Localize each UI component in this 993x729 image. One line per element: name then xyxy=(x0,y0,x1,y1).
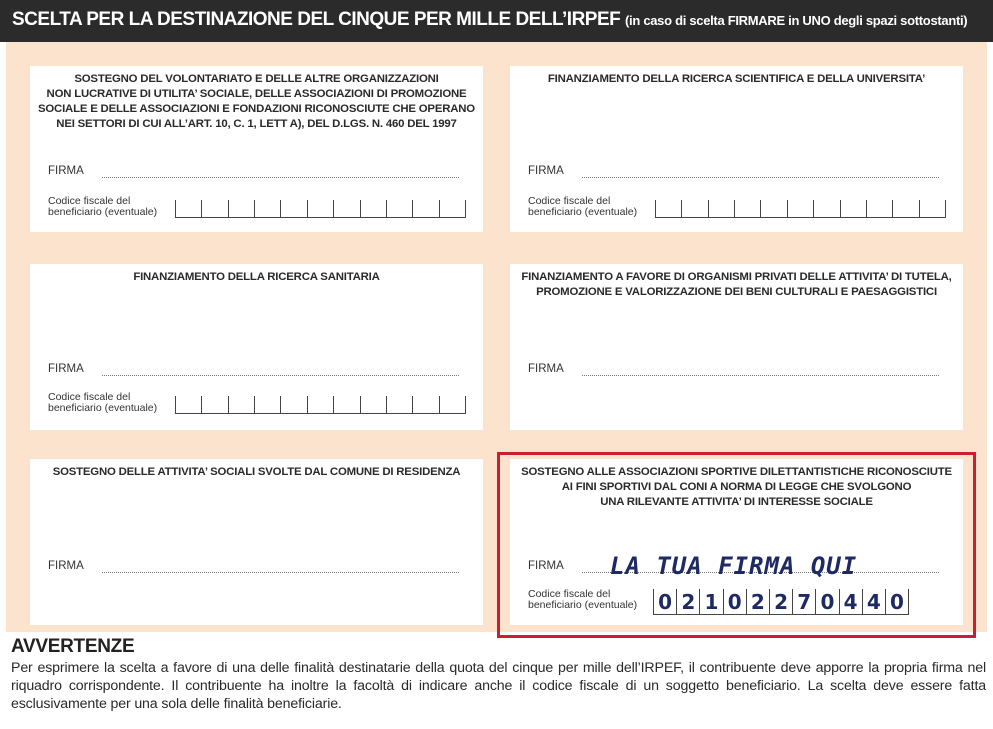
box-ricerca-scientifica xyxy=(510,66,963,232)
firma-label: FIRMA xyxy=(48,363,84,375)
cf-digit: 0 xyxy=(654,589,677,615)
box-volontariato xyxy=(30,66,483,232)
cf-input-cells[interactable] xyxy=(655,200,946,218)
box-comune-residenza xyxy=(30,459,483,625)
form-title: SCELTA PER LA DESTINAZIONE DEL CINQUE PER MILLE DELL’IRPEF (in caso di scelta FIRMARE in UNO degli spazi sottostanti) xyxy=(12,9,968,30)
firma-label: FIRMA xyxy=(528,165,564,177)
cf-input-cells[interactable] xyxy=(175,396,466,414)
cf-label: Codice fiscale del beneficiario (eventuale) xyxy=(528,195,638,218)
signature-line[interactable] xyxy=(102,177,459,178)
cf-digit: 4 xyxy=(840,589,863,615)
cf-label: Codice fiscale del beneficiario (eventuale) xyxy=(48,195,158,218)
box-heading: SOSTEGNO DEL VOLONTARIATO E DELLE ALTRE ORGANIZZAZIONI NON LUCRATIVE DI UTILITA’ SOCIALE, DELLE ASSOCIAZIONI DI PROMOZIONE SOCIALE E DELLE ASSOCIAZIONI E FONDAZIONI RICONOSCIUTE CHE OPERANO NEI SETTORI DI CUI ALL’ART. 10, C. 1, LETT A), DEL D.LGS. N. 460 DEL 1997 xyxy=(38,73,475,130)
box-heading: FINANZIAMENTO DELLA RICERCA SCIENTIFICA E DELLA UNIVERSITA’ xyxy=(547,73,926,85)
box-heading: SOSTEGNO ALLE ASSOCIAZIONI SPORTIVE DILETTANTISTICHE RICONOSCIUTE AI FINI SPORTIVI DAL CONI A NORMA DI LEGGE CHE SVOLGONO UNA RILEVANTE ATTIVITA’ DI INTERESSE SOCIALE xyxy=(521,466,952,508)
cf-digit: 0 xyxy=(816,589,839,615)
warnings-text: Per esprimere la scelta a favore di una delle finalità destinatarie della quota del cinque per mille dell’IRPEF, il contribuente deve apporre la propria firma nel riquadro corrispondente. Il contribuente ha inoltre la facoltà di indicare anche il codice fiscale di un soggetto beneficiario. La scelta deve essere fatta esclusivamente per una sola delle finalità beneficiarie. xyxy=(11,660,986,712)
firma-label: FIRMA xyxy=(528,363,564,375)
cf-digit: 2 xyxy=(770,589,793,615)
signature-text: LA TUA FIRMA QUI xyxy=(610,552,858,580)
cf-digit: 2 xyxy=(747,589,770,615)
firma-label: FIRMA xyxy=(48,560,84,572)
signature-line[interactable] xyxy=(582,375,939,376)
cf-digit: 0 xyxy=(886,589,909,615)
box-ricerca-sanitaria xyxy=(30,264,483,430)
cf-digit: 7 xyxy=(793,589,816,615)
form-subtitle: (in caso di scelta FIRMARE in UNO degli spazi sottostanti) xyxy=(625,13,968,28)
cf-label: Codice fiscale del beneficiario (eventuale) xyxy=(528,588,638,611)
cf-digit: 0 xyxy=(724,589,747,615)
box-heading: SOSTEGNO DELLE ATTIVITA’ SOCIALI SVOLTE DAL COMUNE DI RESIDENZA xyxy=(52,466,461,478)
signature-line[interactable] xyxy=(102,375,459,376)
signature-line[interactable] xyxy=(102,572,459,573)
cf-digit: 2 xyxy=(677,589,700,615)
box-beni-culturali xyxy=(510,264,963,430)
cf-filled-cells[interactable] xyxy=(653,589,909,615)
signature-line[interactable] xyxy=(582,177,939,178)
warnings-title: AVVERTENZE xyxy=(11,636,135,657)
cf-label: Codice fiscale del beneficiario (eventuale) xyxy=(48,391,158,414)
form-header xyxy=(0,0,993,42)
cf-digit: 1 xyxy=(700,589,723,615)
firma-label: FIRMA xyxy=(48,165,84,177)
cf-input-cells[interactable] xyxy=(175,200,466,218)
cf-digit: 4 xyxy=(863,589,886,615)
box-heading: FINANZIAMENTO A FAVORE DI ORGANISMI PRIVATI DELLE ATTIVITA’ DI TUTELA, PROMOZIONE E VALORIZZAZIONE DEI BENI CULTURALI E PAESAGGISTICI xyxy=(521,271,952,298)
firma-label: FIRMA xyxy=(528,560,564,572)
box-heading: FINANZIAMENTO DELLA RICERCA SANITARIA xyxy=(133,271,380,283)
